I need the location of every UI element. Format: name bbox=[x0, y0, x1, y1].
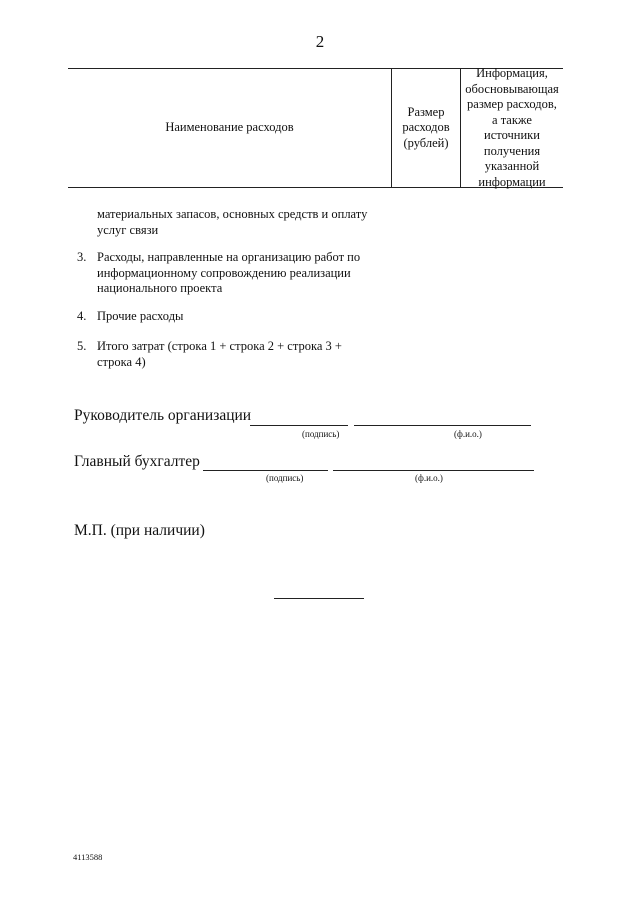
expenses-table-header bbox=[68, 68, 563, 188]
table-row bbox=[77, 309, 377, 325]
row-number: 3. bbox=[77, 250, 87, 264]
accountant-name-caption: (ф.и.о.) bbox=[415, 473, 443, 483]
document-code: 4113588 bbox=[73, 852, 103, 862]
head-signature-blank bbox=[250, 425, 348, 426]
head-signature-label: Руководитель организации bbox=[74, 407, 252, 424]
row-text: Итого затрат (строка 1 + строка 2 + строка 3 + строка 4) bbox=[97, 339, 342, 369]
column-header-expense-amount bbox=[391, 69, 461, 187]
accountant-signature-caption: (подпись) bbox=[266, 473, 304, 483]
head-signature-caption: (подпись) bbox=[302, 429, 340, 439]
column-header-expense-name bbox=[68, 69, 391, 187]
page-number: 2 bbox=[315, 32, 325, 51]
column-header-expense-name-label: Наименование расходов bbox=[165, 120, 294, 135]
accountant-signature-blank bbox=[203, 470, 328, 471]
table-row bbox=[77, 339, 377, 370]
column-header-justification bbox=[461, 66, 563, 189]
table-row bbox=[77, 250, 377, 297]
stamp-label: М.П. (при наличии) bbox=[74, 522, 205, 539]
column-header-expense-amount-label: Размер расходов (рублей) bbox=[402, 104, 450, 150]
head-name-blank bbox=[354, 425, 531, 426]
accountant-signature-label: Главный бухгалтер bbox=[74, 453, 200, 470]
row-number: 5. bbox=[77, 339, 87, 353]
row-number bbox=[77, 207, 97, 238]
end-separator bbox=[274, 598, 364, 599]
column-header-justification-label: Информация, обосновывающая размер расходов, а также источники получения указанной информации bbox=[465, 66, 559, 189]
table-row bbox=[77, 207, 377, 238]
row-text: Расходы, направленные на организацию работ по информационному сопровождению реализации национального проекта bbox=[97, 250, 361, 295]
accountant-name-blank bbox=[333, 470, 534, 471]
row-text: Прочие расходы bbox=[97, 309, 184, 323]
row-number: 4. bbox=[77, 309, 87, 323]
head-name-caption: (ф.и.о.) bbox=[454, 429, 482, 439]
row-text: материальных запасов, основных средств и оплату услуг связи bbox=[97, 207, 368, 237]
